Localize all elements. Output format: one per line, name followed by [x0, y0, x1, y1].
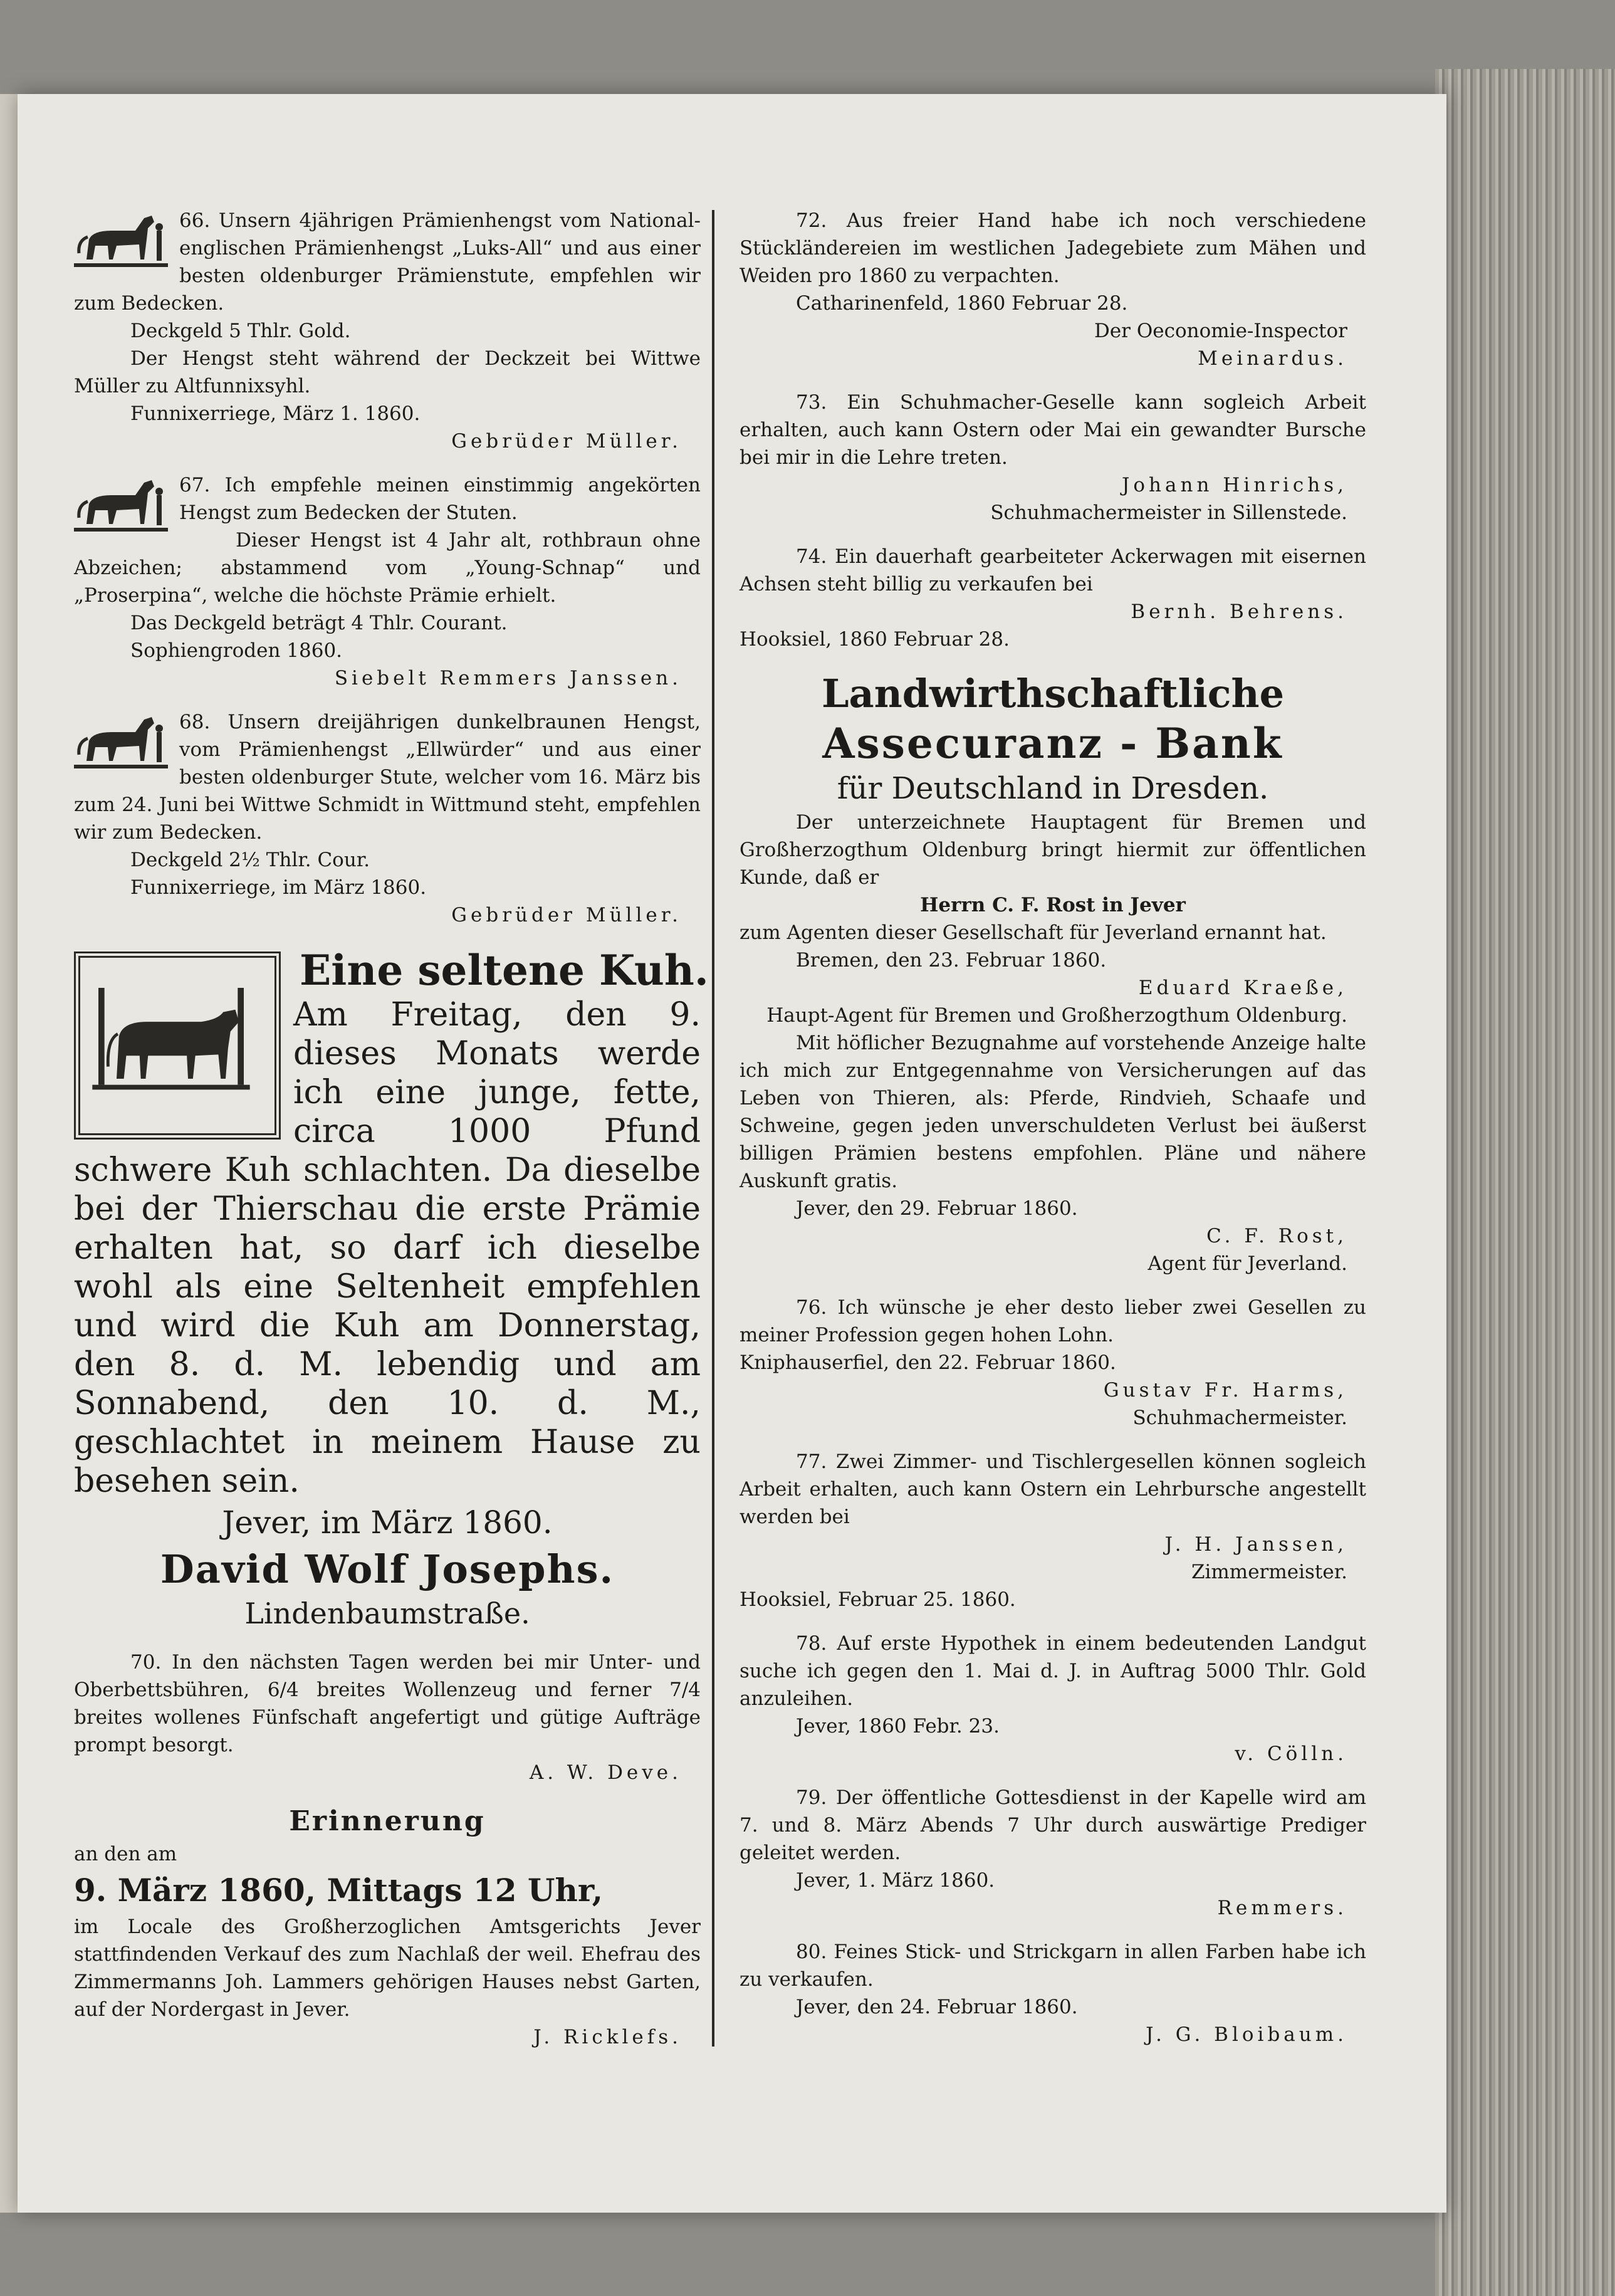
- ad-80-place: Jever, den 24. Februar 1860.: [796, 1996, 1078, 2018]
- horse-icon: [74, 209, 168, 272]
- bank-signature-title: Haupt-Agent für Bremen und Großherzogthum Oldenburg.: [766, 1004, 1347, 1027]
- ad-67-fee: Das Deckgeld beträgt 4 Thlr. Courant.: [130, 612, 508, 634]
- ad-74-signature: Bernh. Behrens.: [1131, 600, 1347, 623]
- ad-66: [74, 207, 701, 455]
- ad-73-signature-title: Schuhmachermeister in Sillenstede.: [990, 501, 1347, 524]
- ad-79: [740, 1784, 1366, 1922]
- ad-73: [740, 389, 1366, 527]
- ad-erinnerung: [74, 1803, 701, 2051]
- ad-68-text: 68. Unsern dreijährigen dunkelbraunen Hengst, vom Prämienhengst „Ellwürder“ und aus einer besten oldenburger Stute, welcher vom 16. März bis zum 24. Juni bei Wittwe Schmidt in Wittmund steht, empfehlen wir zum Bedecken.: [74, 711, 701, 844]
- ad-67: [74, 471, 701, 692]
- ad-79-text: 79. Der öffentliche Gottesdienst in der Kapelle wird am 7. und 8. März Abends 7 Uhr durch auswärtige Prediger geleitet werden.: [740, 1786, 1366, 1864]
- cow-illustration-frame: [74, 951, 281, 1140]
- ad-80: [740, 1938, 1366, 2048]
- ad-74-text: 74. Ein dauerhaft gearbeiteter Ackerwagen mit eisernen Achsen steht billig zu verkaufen bei: [740, 545, 1366, 595]
- ad-80-signature: J. G. Bloibaum.: [1146, 2023, 1347, 2046]
- ad-67-signature: Siebelt Remmers Janssen.: [334, 667, 682, 689]
- ad-78-place: Jever, 1860 Febr. 23.: [796, 1715, 1000, 1738]
- ad-77-signature: J. H. Janssen,: [1164, 1533, 1347, 1556]
- ad-76: [740, 1294, 1366, 1432]
- ad-66-signature: Gebrüder Müller.: [451, 430, 682, 453]
- horse-icon: [74, 474, 168, 537]
- ad-76-signature-title: Schuhmachermeister.: [1132, 1407, 1347, 1429]
- ad-76-place: Kniphauserfiel, den 22. Februar 1860.: [740, 1351, 1116, 1374]
- erinnerung-text: im Locale des Großherzoglichen Amtsgerichts Jever stattfindenden Verkauf des zum Nachlaß der weil. Ehefrau des Zimmermanns Joh. Lammers gehörigen Hauses nebst Garten, auf der Nordergast in Jever.: [74, 1916, 701, 2021]
- left-column: [74, 207, 709, 2067]
- rare-cow-title: Eine seltene Kuh.: [300, 946, 709, 995]
- ad-70-signature: A. W. Deve.: [529, 1761, 682, 1784]
- rare-cow-place: Jever, im März 1860.: [222, 1504, 553, 1541]
- book-spine: [1435, 69, 1615, 2296]
- ad-66-text: 66. Unsern 4jährigen Prämienhengst vom National-englischen Prämienhengst „Luks-All“ und aus einer besten oldenburger Prämienstute, empfehlen wir zum Bedecken.: [74, 209, 701, 315]
- rare-cow-street: Lindenbaumstraße.: [244, 1596, 530, 1630]
- ad-67-place: Sophiengroden 1860.: [130, 639, 343, 662]
- ad-66-fee: Deckgeld 5 Thlr. Gold.: [130, 320, 351, 342]
- ad-77-text: 77. Zwei Zimmer- und Tischlergesellen können sogleich Arbeit erhalten, auch kann Ostern ein Lehrbursche angestellt werden bei: [740, 1450, 1366, 1528]
- ad-74: [740, 543, 1366, 653]
- bank-title-2: Assecuranz - Bank: [822, 719, 1283, 768]
- rare-cow-name: David Wolf Josephs.: [160, 1546, 615, 1592]
- ad-assecuranz-bank: [740, 669, 1366, 1277]
- erinnerung-signature: J. Ricklefs.: [533, 2026, 682, 2048]
- erinnerung-date: 9. März 1860, Mittags 12 Uhr,: [74, 1872, 603, 1909]
- bank-title-1: Landwirthschaftliche: [821, 671, 1285, 716]
- ad-72-signature-title: Der Oeconomie-Inspector: [1094, 320, 1347, 342]
- ad-78-text: 78. Auf erste Hypothek in einem bedeutenden Landgut suche ich gegen den 1. Mai d. J. in Auftrag 5000 Thlr. Gold anzuleihen.: [740, 1632, 1366, 1710]
- ad-72-text: 72. Aus freier Hand habe ich noch verschiedene Stückländereien im westlichen Jadegebiete zum Mähen und Weiden pro 1860 zu verpachten.: [740, 209, 1366, 287]
- ad-78: [740, 1630, 1366, 1768]
- bank-agent: Herrn C. F. Rost in Jever: [920, 894, 1186, 916]
- ad-73-text: 73. Ein Schuhmacher-Geselle kann sogleich Arbeit erhalten, auch kann Ostern oder Mai ein gewandter Bursche bei mir in die Lehre treten.: [740, 391, 1366, 469]
- column-divider: [712, 210, 714, 2047]
- ad-72: [740, 207, 1366, 372]
- right-column: [740, 207, 1366, 2065]
- bank-signature: Eduard Kraeße,: [1138, 977, 1347, 999]
- bank-place: Bremen, den 23. Februar 1860.: [796, 949, 1107, 972]
- ad-70-text: 70. In den nächsten Tagen werden bei mir Unter- und Oberbettsbühren, 6/4 breites Wollenzeug und ferner 7/4 breites wollenes Fünfschaft angefertigt und gütige Aufträge prompt besorgt.: [74, 1651, 701, 1756]
- ad-67-text: 67. Ich empfehle meinen einstimmig angekörten Hengst zum Bedecken der Stuten.: [179, 474, 701, 524]
- ad-76-text: 76. Ich wünsche je eher desto lieber zwei Gesellen zu meiner Profession gegen hohen Lohn.: [740, 1296, 1366, 1346]
- bank-text: Der unterzeichnete Hauptagent für Bremen und Großherzogthum Oldenburg bringt hiermit zur öffentlichen Kunde, daß er: [740, 811, 1366, 889]
- ad-68-place: Funnixerriege, im März 1860.: [130, 876, 427, 899]
- ad-70: [74, 1649, 701, 1786]
- ad-rare-cow: [74, 945, 709, 1632]
- ad-79-place: Jever, 1. März 1860.: [796, 1869, 995, 1892]
- ad-72-signature: Meinardus.: [1198, 347, 1347, 370]
- cow-icon: [80, 958, 262, 1127]
- ad-67-text-2: Dieser Hengst ist 4 Jahr alt, rothbraun ohne Abzeichen; abstammend vom „Young-Schnap“ und „Proserpina“, welche die höchste Prämie erhielt.: [74, 529, 701, 607]
- ad-72-place: Catharinenfeld, 1860 Februar 28.: [796, 292, 1128, 315]
- bank-text-2: zum Agenten dieser Gesellschaft für Jeverland ernannt hat.: [740, 921, 1327, 944]
- bank-title-3: für Deutschland in Dresden.: [837, 771, 1269, 806]
- ad-80-text: 80. Feines Stick- und Strickgarn in allen Farben habe ich zu verkaufen.: [740, 1941, 1366, 1991]
- bank-place-2: Jever, den 29. Februar 1860.: [796, 1197, 1078, 1220]
- ad-68-fee: Deckgeld 2½ Thlr. Cour.: [130, 849, 370, 871]
- ad-74-place: Hooksiel, 1860 Februar 28.: [740, 628, 1010, 651]
- horse-icon: [74, 711, 168, 773]
- ad-73-signature: Johann Hinrichs,: [1121, 474, 1347, 496]
- ad-79-signature: Remmers.: [1217, 1897, 1347, 1919]
- rare-cow-body: Am Freitag, den 9. dieses Monats werde ich eine junge, fette, circa 1000 Pfund schwere Kuh schlachten. Da dieselbe bei der Thierschau die erste Prämie erhalten hat, so darf ich dieselbe wohl als eine Seltenheit empfehlen und wird die Kuh am Donnerstag, den 8. d. M. lebendig und am Sonnabend, den 10. d. M., geschlachtet in meinem Hause zu besehen sein.: [74, 996, 701, 1500]
- ad-77-place: Hooksiel, Februar 25. 1860.: [740, 1588, 1016, 1611]
- ad-77: [740, 1448, 1366, 1613]
- ad-68-signature: Gebrüder Müller.: [451, 904, 682, 926]
- erinnerung-intro: an den am: [74, 1843, 177, 1865]
- ad-76-signature: Gustav Fr. Harms,: [1103, 1379, 1347, 1402]
- ad-66-place: Funnixerriege, März 1. 1860.: [130, 402, 421, 425]
- erinnerung-title: Erinnerung: [289, 1805, 486, 1837]
- ad-78-signature: v. Cölln.: [1235, 1743, 1347, 1765]
- ad-68: [74, 708, 701, 929]
- bank-signature-2-title: Agent für Jeverland.: [1147, 1252, 1347, 1275]
- bank-text-3: Mit höflicher Bezugnahme auf vorstehende Anzeige halte ich mich zur Entgegennahme von Versicherungen auf das Leben von Thieren, als: Pferde, Rindvieh, Schaafe und Schweine, gegen jeden unverschuldeten Verlust bei äußerst billigen Prämien bestens empfohlen. Pläne und nähere Auskunft gratis.: [740, 1032, 1366, 1192]
- ad-77-signature-title: Zimmermeister.: [1191, 1561, 1347, 1583]
- bank-signature-2: C. F. Rost,: [1206, 1225, 1347, 1247]
- ad-66-note: Der Hengst steht während der Deckzeit bei Wittwe Müller zu Altfunnixsyhl.: [74, 347, 701, 397]
